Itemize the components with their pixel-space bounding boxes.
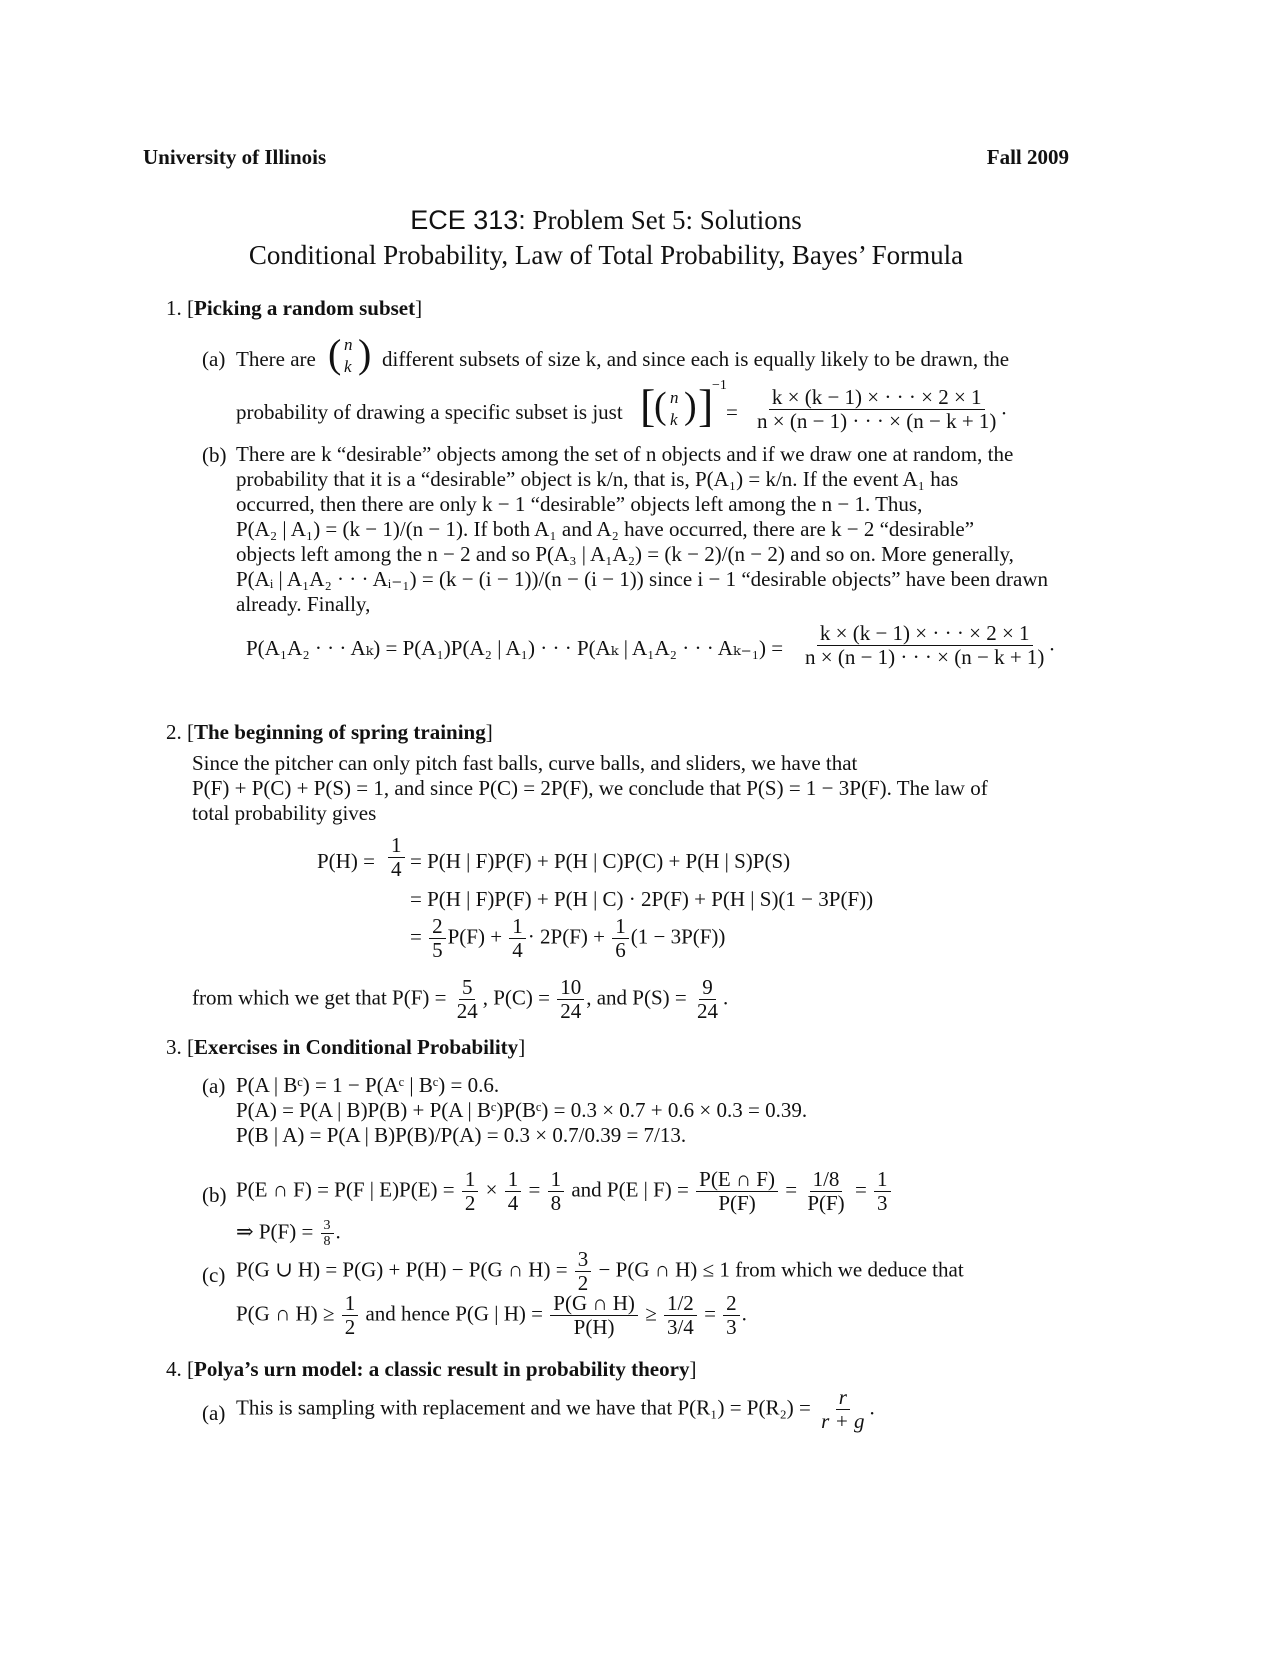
- p2-result: from which we get that P(F) = $\frac{5}{24}$ , P(C) = $\frac{10}{24}$ , and P(S) = $\frac{9}{24}$ .: [192, 975, 729, 1024]
- p3b-equation: P(E ∩ F) = P(F | E)P(E) = $\frac{1}{2}$ × $\frac{1}{4}$ = $\frac{1}{8}$ and P(E | F) = $\frac{P(E \cap F)}{P(F)}$ = $\frac{1/8}{P(F)}$ = $\frac{1}{3}$: [236, 1168, 893, 1215]
- p1a-text3: probability of drawing a specific subset is just: [236, 400, 623, 424]
- problem-4-heading: 4. [Polya’s urn model: a classic result in probability theory]: [166, 1357, 697, 1381]
- p3c-line1: P(G ∪ H) = P(G) + P(H) − P(G ∩ H) = $\frac{3}{2}$ − P(G ∩ H) ≤ 1 from which we deduce that: [236, 1247, 964, 1296]
- page-subtitle: Conditional Probability, Law of Total Probability, Bayes’ Formula: [248, 240, 964, 270]
- inverse-binomial: [ ( n k ) ] −1: [640, 378, 727, 431]
- p1b-label: (b): [202, 443, 227, 467]
- equals: =: [726, 400, 738, 424]
- p1a-text1: There are: [236, 347, 316, 371]
- p2-eq1-frac: $\frac{1}{4}$: [386, 834, 407, 881]
- p1a-label: (a): [202, 347, 226, 371]
- p4a-equation: This is sampling with replacement and we have that P(R₁) = P(R₂) = $\frac{r}{r + g}$ .: [236, 1385, 875, 1434]
- p2-eq1-rhs: = P(H | F)P(F) + P(H | C)P(C) + P(H | S)P(S): [410, 849, 791, 873]
- p1b-final-fraction: $\frac{k \times (k - 1) \times \cdot \cdot \cdot \times 2 \times 1}{n \times (n - 1) \cdot \cdot \cdot \times (n - k + 1)}$ .: [805, 621, 1055, 670]
- p3c-label: (c): [202, 1263, 226, 1287]
- p2-eq3: = $\frac{2}{5}$ P(F) + $\frac{1}{4}$ · 2P(F) + $\frac{1}{6}$ (1 − 3P(F)): [410, 914, 726, 963]
- problem-3-heading: 3. [Exercises in Conditional Probability]: [166, 1035, 526, 1059]
- page-title: [0, 204, 1212, 236]
- course-code: ECE 313:: [410, 205, 526, 235]
- p2-eq1-lhs: P(H) =: [317, 849, 375, 873]
- p3b-label: (b): [202, 1183, 227, 1207]
- p3c-line2: P(G ∩ H) ≥ $\frac{1}{2}$ and hence P(G | H) = $\frac{P(G \cap H)}{P(H)}$ ≥ $\frac{1/2}{3/4}$ = $\frac{2}{3}$ .: [236, 1291, 747, 1340]
- p3b-implies: ⇒ P(F) = $\frac{3}{8}$ .: [236, 1218, 341, 1250]
- problem-2-heading: 2. [The beginning of spring training]: [166, 720, 493, 744]
- header-institution: University of Illinois: [143, 145, 327, 169]
- problem-1-heading: 1. [Picking a random subset]: [166, 296, 423, 320]
- p1b-final-equation: P(A₁A₂ · · · Aₖ) = P(A₁)P(A₂ | A₁) · · · P(Aₖ | A₁A₂ · · · Aₖ₋₁) =: [246, 636, 784, 660]
- p1a-text2: different subsets of size k, and since each is equally likely to be drawn, the: [382, 347, 1010, 371]
- header-term: Fall 2009: [986, 145, 1069, 169]
- p2-eq2: = P(H | F)P(F) + P(H | C) · 2P(F) + P(H | S)(1 − 3P(F)): [410, 887, 874, 911]
- p1b-paragraph: There are k “desirable” objects among the set of n objects and if we draw one at random, the probability that it is a “desirable” object is k/n, that is, P(A₁) = k/n. If the event A₁ has occurred, then there are only k − 1 “desirable” objects left among the n − 1. Thus, P(A₂ | A₁) = (k − 1)/(n − 1). If both A₁ and A₂ have occurred, there are k − 2 “desirable” objects left among the n − 2 and so P(A₃ | A₁A₂) = (k − 2)/(n − 2) and so on. More generally, P(Aᵢ | A₁A₂ · · · Aᵢ₋₁) = (k − (i − 1))/(n − (i − 1)) since i − 1 “desirable objects” have been drawn already. Finally,: [236, 442, 1049, 616]
- title-line1: Problem Set 5: Solutions: [532, 205, 802, 235]
- p3a-label: (a): [202, 1074, 226, 1098]
- p4a-label: (a): [202, 1401, 226, 1425]
- p3a-lines: P(A | Bᶜ) = 1 − P(Aᶜ | Bᶜ) = 0.6. P(A) = P(A | B)P(B) + P(A | Bᶜ)P(Bᶜ) = 0.3 × 0.7 + 0.6 × 0.3 = 0.39. P(B | A) = P(A | B)P(B)/P(A) = 0.3 × 0.7/0.39 = 7/13.: [236, 1073, 808, 1147]
- p2-paragraph: Since the pitcher can only pitch fast balls, curve balls, and sliders, we have that P(F) + P(C) + P(S) = 1, and since P(C) = 2P(F), we conclude that P(S) = 1 − 3P(F). The law of total probability gives: [192, 751, 988, 825]
- p1a-fraction: $\frac{k \times (k - 1) \times \cdot \cdot \cdot \times 2 \times 1}{n \times (n - 1) \cdot \cdot \cdot \times (n - k + 1)}$ .: [757, 385, 1007, 434]
